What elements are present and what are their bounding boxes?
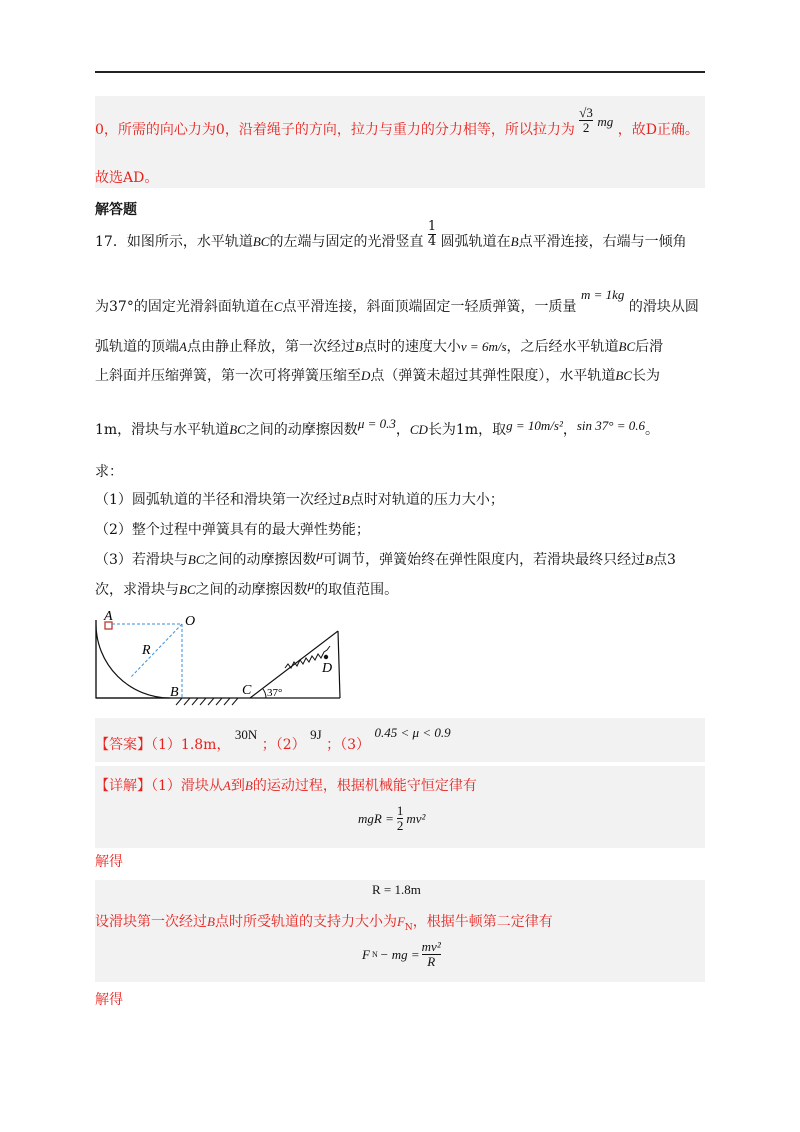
eq3-left: F <box>362 946 370 962</box>
problem-l5-text-e: ， <box>562 422 577 438</box>
prev-answer-text-b: ，故D正确。 <box>617 122 699 138</box>
question-2: （2）整个过程中弹簧具有的最大弹性势能； <box>95 522 370 538</box>
quarter-den: 4 <box>427 233 437 249</box>
detail-l1-text-b: 到 <box>230 778 245 794</box>
problem-l4-text-a: 上斜面并压缩弹簧，第一次可将弹簧压缩至 <box>95 368 361 384</box>
q3-B: B <box>645 552 654 567</box>
eq3-sub: N <box>371 950 378 959</box>
problem-l3-text-a: 弧轨道的顶端 <box>95 339 179 355</box>
header-rule <box>95 71 705 73</box>
problem-l3-text-b: 点由静止释放，第一次经过 <box>186 339 355 355</box>
answer-sep1: ； <box>261 737 276 753</box>
detail-l2-B: B <box>207 914 215 929</box>
detail-line1 <box>95 776 477 796</box>
detail-tag: 【详解】 <box>95 778 151 794</box>
problem-mass: m = 1kg <box>580 287 625 302</box>
q3-text-e: 次，求滑块与 <box>95 582 179 598</box>
detail-l2-text-b: 点时所受轨道的支持力大小为 <box>214 914 397 930</box>
detail-l2-FN-sub: N <box>404 922 413 933</box>
detail-l1-B: B <box>244 778 253 793</box>
solve-label-1: 解得 <box>95 854 123 870</box>
problem-sin37: sin 37° = 0.6 <box>576 418 646 433</box>
label-R: R <box>142 643 151 658</box>
arc-track-block <box>96 620 170 698</box>
equation-energy <box>358 804 425 833</box>
eq3-mid: − mg = <box>379 946 420 962</box>
equation-radius: R = 1.8m <box>372 882 421 897</box>
eq3-den: R <box>427 954 436 969</box>
problem-l2-text-a: 为37°的固定光滑斜面轨道在 <box>95 299 274 315</box>
problem-l4-text-b: 点（弹簧未超过其弹性限度），水平轨道 <box>370 368 616 384</box>
detail-line2 <box>95 912 553 938</box>
problem-l2-C: C <box>273 299 283 314</box>
eq1-num: 1 <box>396 803 404 818</box>
problem-l4-text-c: 长为 <box>632 368 661 384</box>
answer-line <box>95 725 451 755</box>
q3-mu2: μ <box>307 577 315 592</box>
eq1-den: 2 <box>396 818 404 833</box>
q3-BC2: BC <box>179 582 196 597</box>
answer-sep2: ； <box>326 737 341 753</box>
problem-line1 <box>95 218 687 252</box>
problem-figure <box>90 606 355 716</box>
ask-label: 求： <box>95 464 123 480</box>
quarter-fraction <box>428 220 436 249</box>
section-title: 解答题 <box>95 202 137 218</box>
eq3-fraction <box>422 940 441 969</box>
eq1-right: mv² <box>406 810 426 826</box>
radius-line-diagonal <box>130 624 182 678</box>
problem-l1-text-c: 圆弧轨道在 <box>440 234 511 250</box>
q1-text-a: （1）圆弧轨道的半径和滑块第一次经过 <box>95 492 342 508</box>
q3-text-c: 可调节，弹簧始终在弹性限度内，若滑块最终只经过 <box>323 552 646 568</box>
answer-part2: （2） <box>275 737 306 753</box>
problem-l3-A: A <box>179 339 187 354</box>
label-O: O <box>185 614 196 629</box>
q3-text-d: 点3 <box>653 552 676 568</box>
ground-hatching <box>176 698 238 705</box>
problem-l5-BC: BC <box>229 422 246 437</box>
answer-tag: 【答案】 <box>95 737 151 753</box>
quarter-num: 1 <box>427 218 437 234</box>
label-B: B <box>170 685 179 700</box>
problem-line3 <box>95 337 663 357</box>
problem-l4-BC: BC <box>615 368 633 383</box>
problem-l5-text-c: ， <box>395 422 410 438</box>
detail-l1-A: A <box>222 778 231 793</box>
answer-value3: 0.45 < μ < 0.9 <box>374 725 451 740</box>
problem-mu: μ = 0.3 <box>357 416 396 431</box>
q3-text-g: 的取值范围。 <box>314 582 399 598</box>
detail-l1-text-c: 的运动过程，根据机械能守恒定律有 <box>252 778 477 794</box>
problem-l3-BC: BC <box>618 339 636 354</box>
frac-numerator: √3 <box>579 104 593 120</box>
detail-l1-text-a: （1）滑块从 <box>151 778 223 794</box>
eq1-left: mgR = <box>358 810 394 826</box>
q3-text-a: （3）若滑块与 <box>95 552 188 568</box>
problem-l3-text-e: 后滑 <box>635 339 664 355</box>
solve-label-2: 解得 <box>95 992 123 1008</box>
answer-part1: （1）1.8m， <box>151 737 231 753</box>
problem-gravity: g = 10m/s² <box>506 418 563 433</box>
prev-answer-text-a: 0，所需的向心力为0，沿着绳子的方向，拉力与重力的分力相等，所以拉力为 <box>95 122 575 138</box>
label-C: C <box>242 683 252 698</box>
answer-part3: （3） <box>340 737 371 753</box>
problem-l2-text-b: 点平滑连接，斜面顶端固定一轻质弹簧，一质量 <box>282 299 577 315</box>
point-D-dot <box>324 655 328 659</box>
problem-line5 <box>95 416 660 440</box>
problem-l1-text-b: 的左端与固定的光滑竖直 <box>269 234 424 250</box>
label-A: A <box>104 609 113 624</box>
prev-answer-fraction <box>579 106 593 135</box>
eq3-num: mv² <box>421 939 441 954</box>
detail-l2-text-a: 设滑块第一次经过 <box>95 914 207 930</box>
q1-text-b: 点时对轨道的压力大小； <box>349 492 504 508</box>
label-angle: 37° <box>267 687 283 699</box>
angle-arc <box>263 689 266 698</box>
prev-answer-line2: 故选AD。 <box>95 170 159 186</box>
prev-answer-block <box>95 96 705 188</box>
problem-l4-D: D <box>361 368 371 383</box>
question-1 <box>95 490 504 510</box>
problem-l5-text-d: 长为1m，取 <box>427 422 507 438</box>
question-3-line1 <box>95 547 676 570</box>
problem-l5-text-a: 1m，滑块与水平轨道 <box>95 422 230 438</box>
prev-answer-line1 <box>95 104 699 140</box>
detail-l2-text-c: ，根据牛顿第二定律有 <box>412 914 553 930</box>
q3-mu: μ <box>316 547 324 562</box>
detail-l2-FN: F <box>396 914 405 929</box>
q3-text-f: 之间的动摩擦因数 <box>195 582 308 598</box>
answer-value2: 9J <box>310 727 322 742</box>
problem-l1-text-d: 点平滑连接，右端与一倾角 <box>518 234 687 250</box>
problem-l5-text-b: 之间的动摩擦因数 <box>245 422 358 438</box>
problem-line2 <box>95 287 699 317</box>
q1-B: B <box>341 492 350 507</box>
question-3-line2 <box>95 577 399 600</box>
incline-back-wall <box>338 631 340 698</box>
problem-l1-text-a: 17．如图所示，水平轨道 <box>95 234 253 250</box>
problem-l5-text-f: 。 <box>645 422 660 438</box>
problem-velocity: v = 6m/s <box>460 339 507 354</box>
problem-line4 <box>95 366 660 386</box>
problem-l1-B: B <box>510 234 519 249</box>
frac-denominator: 2 <box>582 119 590 135</box>
problem-l1-BC: BC <box>252 234 270 249</box>
answer-value1: 30N <box>234 727 258 742</box>
problem-l3-text-c: 点时的速度大小 <box>362 339 461 355</box>
eq1-fraction <box>397 804 404 833</box>
q3-BC: BC <box>187 552 205 567</box>
problem-l3-B: B <box>354 339 363 354</box>
problem-l5-CD: CD <box>409 422 428 437</box>
problem-l2-text-c: 的滑块从圆 <box>628 299 699 315</box>
prev-answer-mg: mg <box>597 114 614 129</box>
q3-text-b: 之间的动摩擦因数 <box>204 552 317 568</box>
equation-newton <box>362 940 441 969</box>
problem-l3-text-d: ，之后经水平轨道 <box>506 339 619 355</box>
label-D: D <box>322 661 333 676</box>
